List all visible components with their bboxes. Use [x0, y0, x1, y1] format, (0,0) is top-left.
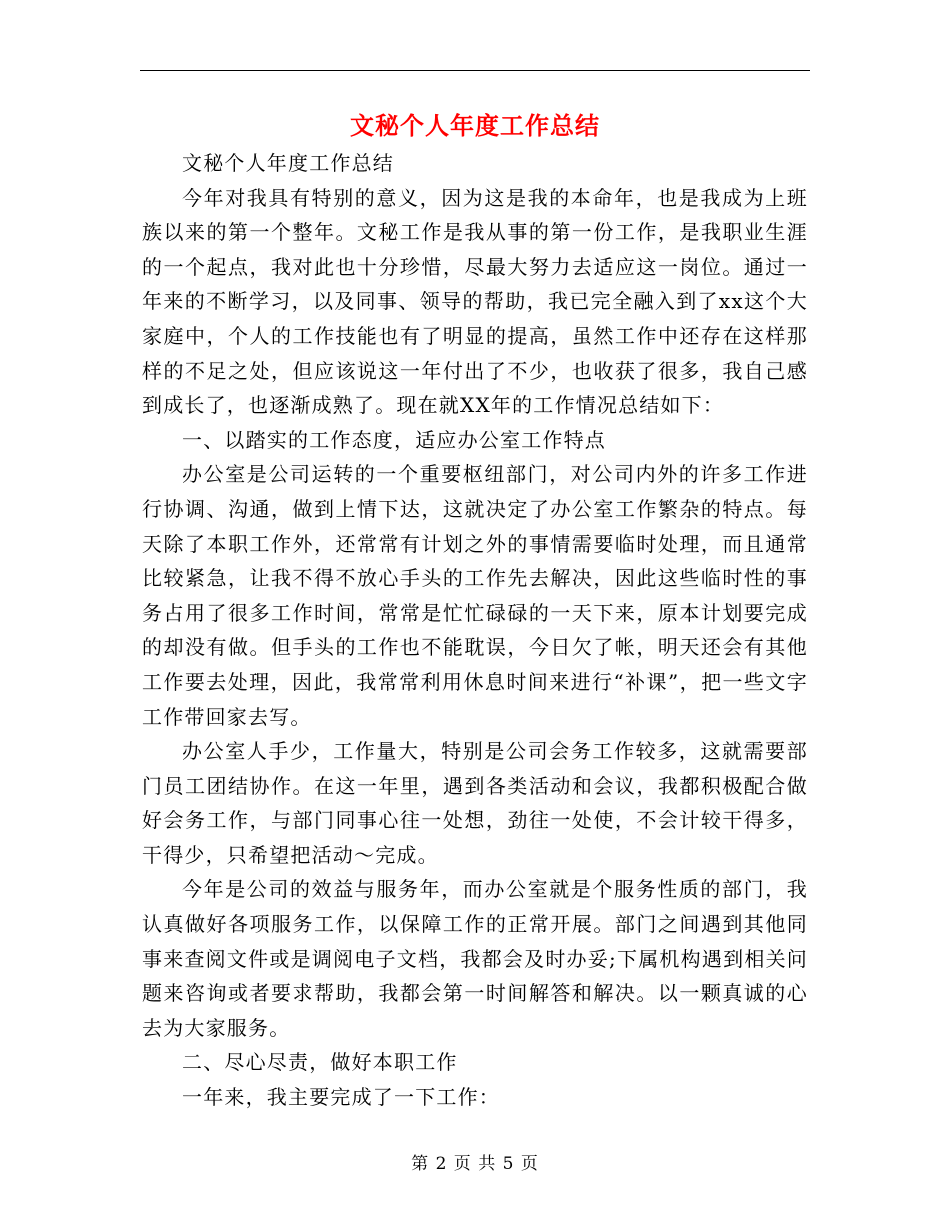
- paragraph-work-list-intro: 一年来，我主要完成了一下工作：: [182, 1085, 500, 1110]
- paragraph-teamwork: 办公室人手少，工作量大，特别是公司会务工作较多，这就需要部门员工团结协作。在这一年里，遇到各类活动和会议，我都积极配合做好会务工作，与部门同事心往一处想，劲往一处使，不会计较干得多，干得少，只希望把活动～完成。: [142, 739, 808, 867]
- section-heading-2: 二、尽心尽责，做好本职工作: [182, 1050, 458, 1075]
- section-heading-1: 一、以踏实的工作态度，适应办公室工作特点: [182, 427, 606, 452]
- document-title: 文秘个人年度工作总结: [350, 111, 600, 140]
- page-number: 第 2 页 共 5 页: [411, 1154, 539, 1174]
- paragraph-subtitle: 文秘个人年度工作总结: [182, 151, 394, 175]
- header-rule: [140, 70, 810, 71]
- paragraph-intro: 今年对我具有特别的意义，因为这是我的本命年，也是我成为上班族以来的第一个整年。文秘工作是我从事的第一份工作，是我职业生涯的一个起点，我对此也十分珍惜，尽最大努力去适应这一岗位。通过一年来的不断学习，以及同事、领导的帮助，我已完全融入到了xx这个大家庭中，个人的工作技能也有了明显的提高，虽然工作中还存在这样那样的不足之处，但应该说这一年付出了不少，也收获了很多，我自己感到成长了，也逐渐成熟了。现在就XX年的工作情况总结如下：: [142, 185, 808, 418]
- paragraph-office-characteristics: 办公室是公司运转的一个重要枢纽部门，对公司内外的许多工作进行协调、沟通，做到上情下达，这就决定了办公室工作繁杂的特点。每天除了本职工作外，还常常有计划之外的事情需要临时处理，而且通常比较紧急，让我不得不放心手头的工作先去解决，因此这些临时性的事务占用了很多工作时间，常常是忙忙碌碌的一天下来，原本计划要完成的却没有做。但手头的工作也不能耽误，今日欠了帐，明天还会有其他工作要去处理，因此，我常常利用休息时间来进行“补课”，把一些文字工作带回家去写。: [142, 462, 808, 729]
- paragraph-service: 今年是公司的效益与服务年，而办公室就是个服务性质的部门，我认真做好各项服务工作，以保障工作的正常开展。部门之间遇到其他同事来查阅文件或是调阅电子文档，我都会及时办妥;下属机构遇到相关问题来咨询或者要求帮助，我都会第一时间解答和解决。以一颗真诚的心去为大家服务。: [142, 877, 808, 1040]
- document-body: [142, 146, 808, 1115]
